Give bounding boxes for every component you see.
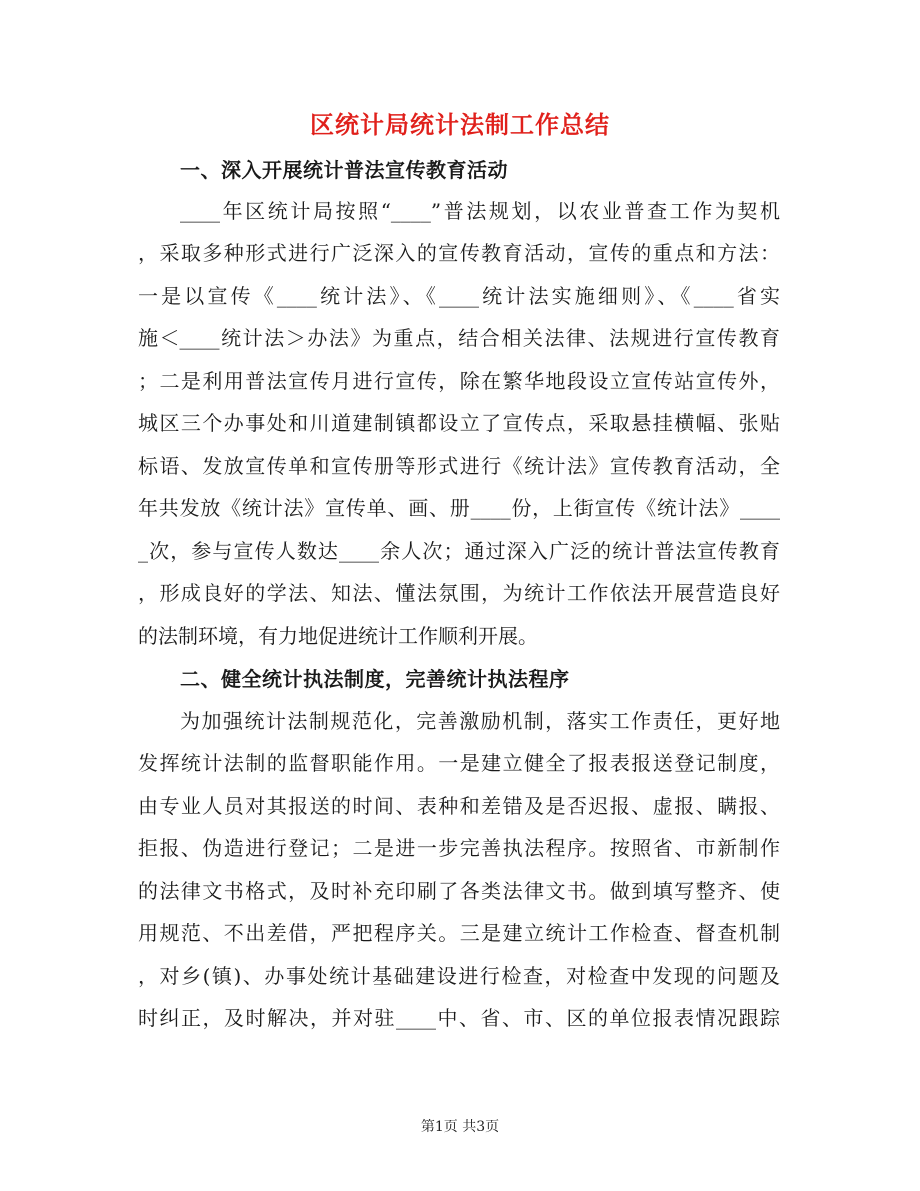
paragraph-line: ____年区统计局按照“____”普法规划，以农业普查工作为契机 bbox=[180, 199, 780, 223]
page-number-footer: 第1页 共3页 bbox=[420, 1119, 500, 1135]
paragraph-line: ，形成良好的学法、知法、懂法氛围，为统计工作依法开展营造良好 bbox=[138, 581, 780, 605]
paragraph-line: 发挥统计法制的监督职能作用。一是建立健全了报表报送登记制度， bbox=[138, 751, 780, 775]
paragraph-line: 由专业人员对其报送的时间、表种和差错及是否迟报、虚报、瞒报、 bbox=[138, 794, 780, 818]
section-heading-2: 二、健全统计执法制度，完善统计执法程序 bbox=[180, 667, 570, 691]
paragraph-line: 的法律文书格式，及时补充印刷了各类法律文书。做到填写整齐、使 bbox=[138, 879, 780, 903]
paragraph-line: 年共发放《统计法》宣传单、画、册____份，上街宣传《统计法》____ bbox=[138, 496, 780, 520]
paragraph-line: ，采取多种形式进行广泛深入的宣传教育活动，宣传的重点和方法： bbox=[138, 241, 780, 265]
paragraph-line: 用规范、不出差借，严把程序关。三是建立统计工作检查、督查机制 bbox=[138, 921, 780, 945]
paragraph-line: ；二是利用普法宣传月进行宣传，除在繁华地段设立宣传站宣传外， bbox=[138, 369, 780, 393]
paragraph-line: 标语、发放宣传单和宣传册等形式进行《统计法》宣传教育活动，全 bbox=[138, 454, 780, 478]
paragraph-line: _次，参与宣传人数达____余人次；通过深入广泛的统计普法宣传教育 bbox=[138, 539, 780, 563]
paragraph-line: 为加强统计法制规范化，完善激励机制，落实工作责任，更好地 bbox=[180, 709, 780, 733]
paragraph-line: 城区三个办事处和川道建制镇都设立了宣传点，采取悬挂横幅、张贴 bbox=[138, 411, 780, 435]
page-title: 区统计局统计法制工作总结 bbox=[310, 110, 610, 139]
paragraph-line: ，对乡(镇)、办事处统计基础建设进行检查，对检查中发现的问题及 bbox=[138, 964, 780, 988]
paragraph-line: 施＜____统计法＞办法》为重点，结合相关法律、法规进行宣传教育 bbox=[138, 326, 780, 350]
section-heading-1: 一、深入开展统计普法宣传教育活动 bbox=[180, 158, 508, 182]
paragraph-line: 拒报、伪造进行登记；二是进一步完善执法程序。按照省、市新制作 bbox=[138, 836, 780, 860]
paragraph-line: 的法制环境，有力地促进统计工作顺利开展。 bbox=[138, 624, 538, 648]
paragraph-line: 时纠正，及时解决，并对驻____中、省、市、区的单位报表情况跟踪 bbox=[138, 1006, 780, 1030]
paragraph-line: 一是以宣传《____统计法》、《____统计法实施细则》、《____省实 bbox=[138, 284, 780, 308]
